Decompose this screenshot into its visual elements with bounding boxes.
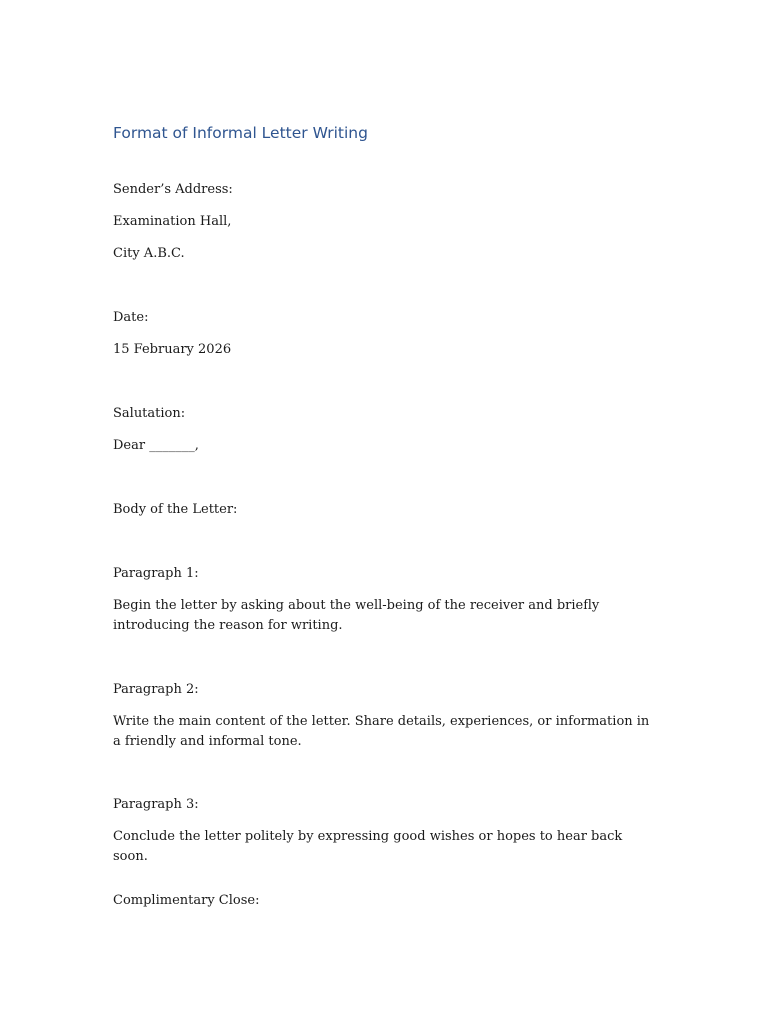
sender-address-line-1: Examination Hall,: [113, 214, 232, 229]
date-heading: Date:: [113, 310, 149, 325]
paragraph-1-heading: Paragraph 1:: [113, 566, 199, 581]
complimentary-close-heading: Complimentary Close:: [113, 893, 260, 908]
sender-address-line-2: City A.B.C.: [113, 246, 185, 261]
body-heading: Body of the Letter:: [113, 502, 238, 517]
paragraph-3-text: Conclude the letter politely by expressing good wishes or hopes to hear back soon.: [113, 829, 623, 864]
document-title: Format of Informal Letter Writing: [113, 124, 368, 142]
salutation-heading: Salutation:: [113, 406, 186, 421]
date-value: 15 February 2026: [113, 342, 232, 357]
sender-address-heading: Sender’s Address:: [113, 182, 233, 197]
salutation-value: Dear _______,: [113, 438, 199, 453]
paragraph-3-heading: Paragraph 3:: [113, 797, 199, 812]
paragraph-1-text: Begin the letter by asking about the well-being of the receiver and briefly introducing the reason for writing.: [113, 598, 600, 633]
paragraph-2-text: Write the main content of the letter. Share details, experiences, or information in a friendly and informal tone.: [113, 714, 650, 749]
paragraph-2-heading: Paragraph 2:: [113, 682, 199, 697]
